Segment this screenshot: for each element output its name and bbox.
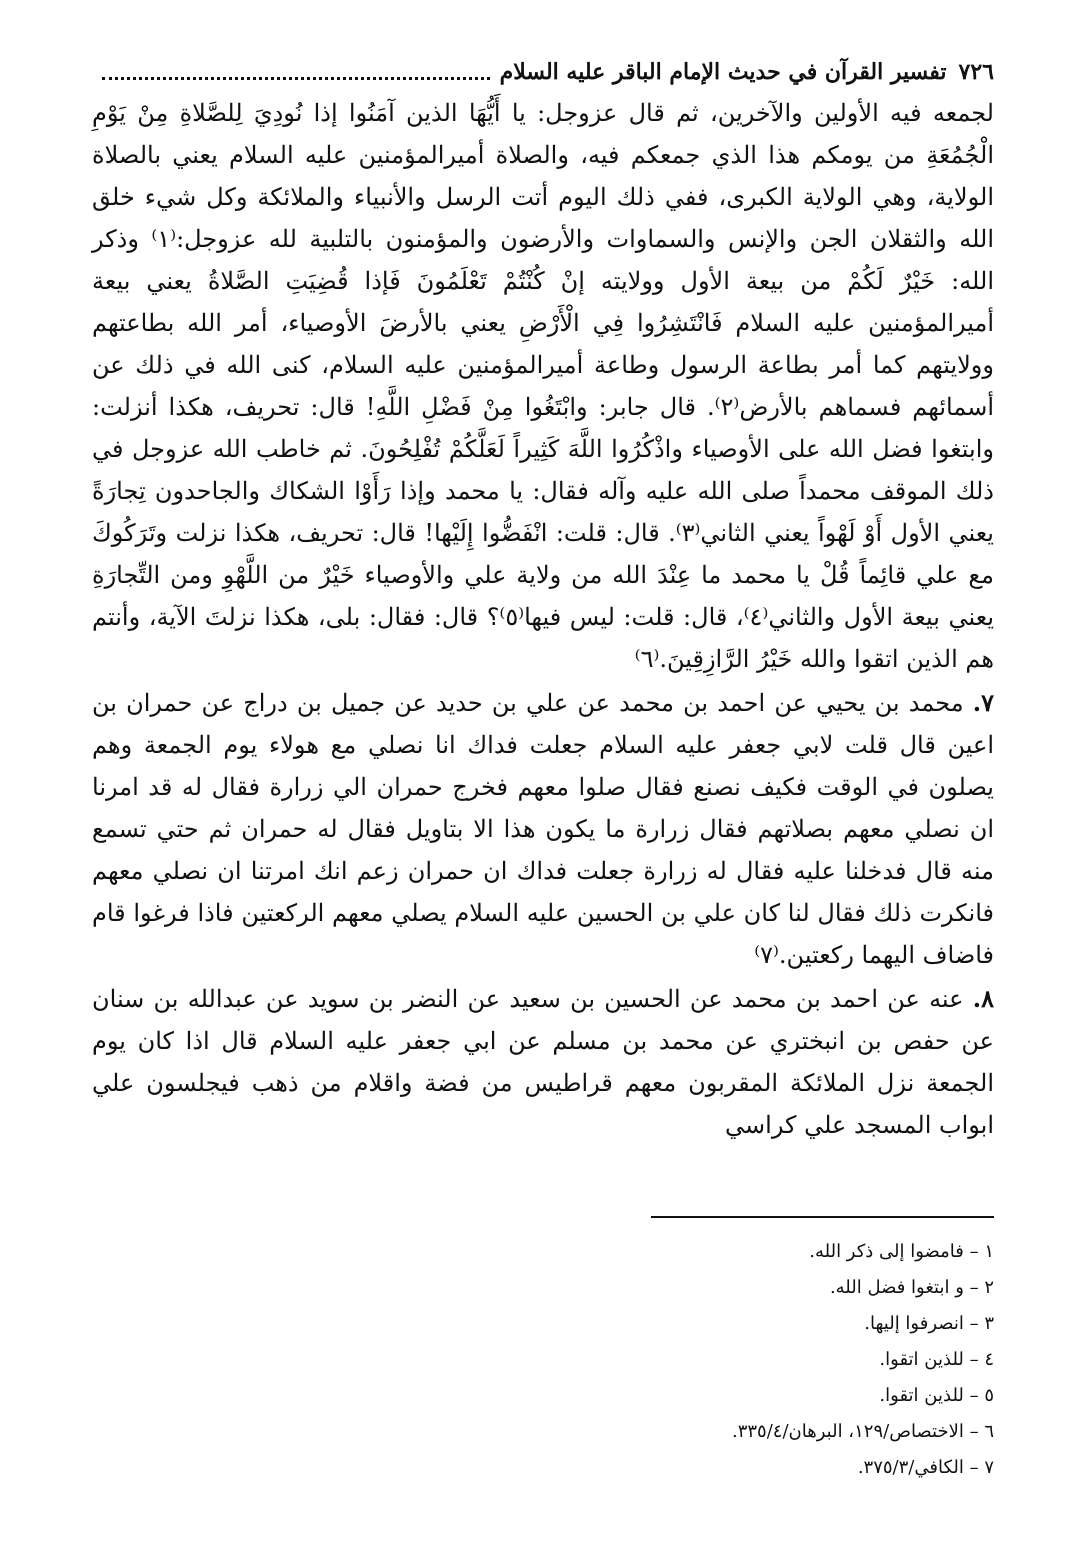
page-header [92, 52, 994, 92]
paragraph-hadith-8 [92, 978, 994, 1146]
footnote: ٥ – للذين اتقوا. [879, 1385, 994, 1406]
footnote: ١ – فامضوا إلى ذكر الله. [809, 1241, 994, 1262]
running-title: تفسير القرآن في حديث الإمام الباقر عليه السلام [499, 59, 947, 85]
paragraph-hadith-7 [92, 682, 994, 976]
paragraph-text: عنه عن احمد بن محمد عن الحسين بن سعيد عن النضر بن سويد عن عبدالله بن سنان عن حفص بن انبختري عن محمد بن مسلم عن ابي جعفر عليه السلام قال اذا كان يوم الجمعة نزل الملائكة المقربون معهم قراطيس من فضة واقلام من ذهب فيجلسون علي ابواب المسجد علي كراسي [92, 985, 994, 1139]
header-dot-leader [102, 77, 490, 80]
paragraph-text: لجمعه فيه الأولين والآخرين، ثم قال عزوجل: يا أَيُّهَا الذين آمَنُوا إذا نُودِيَ لِلصَّلاةِ مِنْ يَوْمِ الْجُمُعَةِ من يومكم هذا الذي جمعكم فيه، والصلاة أميرالمؤمنين عليه السلام يعني بالصلاة الولاية، وهي الولاية الكبرى، ففي ذلك اليوم أتت الرسل والأنبياء والملائكة وكل شيء خلق الله والثقلان الجن والإنس والسماوات والأرضون والمؤمنون بالتلبية لله عزوجل:⁽١⁾ وذكر الله: خَيْرٌ لَكُمْ من بيعة الأول وولايته إنْ كُنْتُمْ تَعْلَمُونَ فَإذا قُضِيَتِ الصَّلاةُ يعني بيعة أميرالمؤمنين عليه السلام فَانْتَشِرُوا فِي الْأَرْضِ يعني بالأرضَ الأوصياء، أمر الله بطاعتهم وولايتهم كما أمر بطاعة الرسول وطاعة أميرالمؤمنين عليه السلام، كنى الله في ذلك عن أسمائهم فسماهم بالأرض⁽٢⁾. قال جابر: وابْتَغُوا مِنْ فَضْلِ اللَّهِ! قال: تحريف، هكذا أنزلت: وابتغوا فضل الله على الأوصياء واذْكُرُوا اللَّهَ كَثِيراً لَعَلَّكُمْ تُفْلِحُونَ. ثم خاطب الله عزوجل في ذلك الموقف محمداً صلى الله عليه وآله فقال: يا محمد وإذا رَأَوْا الشكاك والجاحدون تِجارَةً يعني الأول أَوْ لَهْواً يعني الثاني⁽٣⁾. قال: قلت: انْفَضُّوا إِلَيْها! قال: تحريف، هكذا نزلت وتَرَكُوكَ مع علي قائِماً قُلْ يا محمد ما عِنْدَ الله من ولاية علي والأوصياء خَيْرٌ من اللَّهْوِ ومن التِّجارَةِ يعني بيعة الأول والثاني⁽٤⁾، قال: قلت: ليس فيها⁽٥⁾؟ قال: فقال: بلى، هكذا نزلتَ الآية، وأنتم هم الذين اتقوا والله خَيْرُ الرَّازِقِينَ.⁽٦⁾ [92, 99, 995, 673]
page-number: ٧٢٦ [958, 59, 994, 85]
footnote-separator [651, 1216, 994, 1218]
footnotes [400, 1234, 994, 1486]
paragraph-number: ٨. [972, 984, 994, 1013]
footnote: ٦ – الاختصاص/١٢٩، البرهان/٣٣٥/٤. [731, 1421, 994, 1442]
page-body [92, 92, 994, 1148]
footnote: ٤ – للذين اتقوا. [879, 1349, 994, 1370]
footnote: ٧ – الكافي/٣٧٥/٣. [857, 1457, 994, 1478]
paragraph-text: محمد بن يحيي عن احمد بن محمد عن علي بن حديد عن جميل بن دراج عن حمران بن اعين قال قلت لابي جعفر عليه السلام جعلت فداك انا نصلي مع هولاء يوم الجمعة وهم يصلون في الوقت فكيف نصنع فقال صلوا معهم فخرج حمران الي زرارة فقال له قد امرنا ان نصلي معهم بصلاتهم فقال زرارة ما يكون هذا الا بتاويل فقال له حمران ثم حتي تسمع منه قال فدخلنا عليه فقال له زرارة جعلت فداك ان حمران زعم انك امرتنا ان نصلي معهم فانكرت ذلك فقال لنا كان علي بن الحسين عليه السلام يصلي معهم الركعتين فاذا فرغوا قام فاضاف اليهما ركعتين.⁽٧⁾ [92, 689, 995, 969]
footnote: ٣ – انصرفوا إليها. [864, 1313, 994, 1334]
footnote: ٢ – و ابتغوا فضل الله. [829, 1277, 994, 1298]
paragraph-number: ٧. [972, 688, 994, 717]
paragraph-continuation [92, 92, 994, 680]
